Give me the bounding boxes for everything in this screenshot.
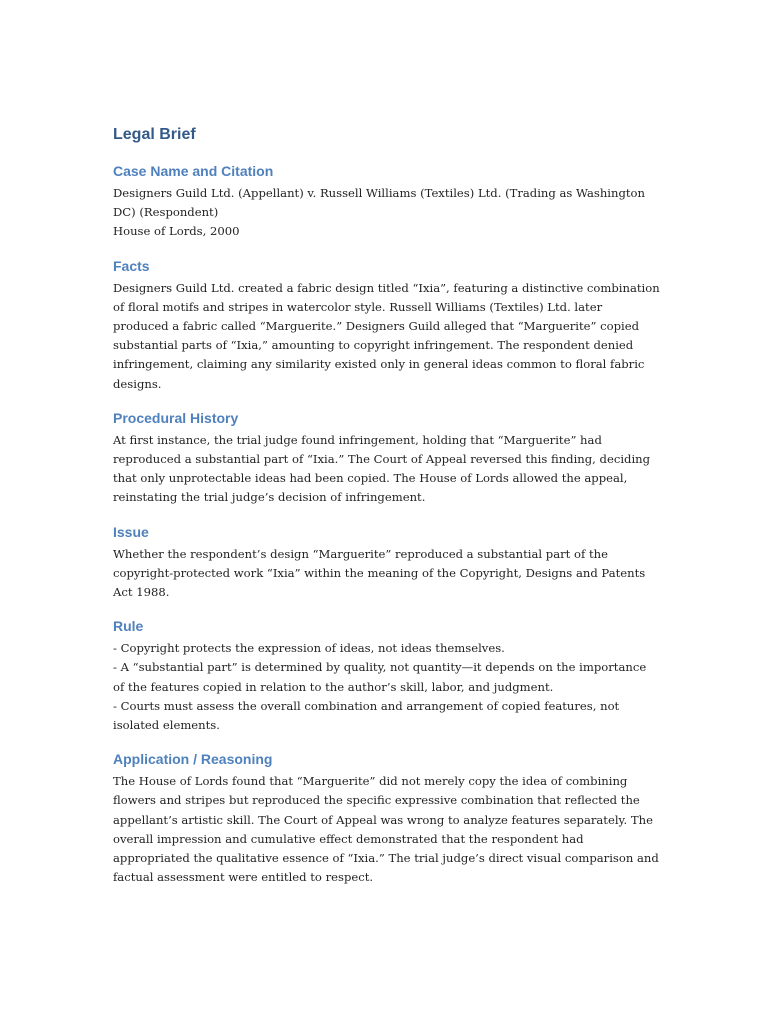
text-line: Act 1988.: [113, 585, 170, 600]
text-line: isolated elements.: [113, 718, 220, 733]
text-line: reproduced a substantial part of “Ixia.” The Court of Appeal reversed this finding, deciding: [113, 452, 651, 467]
text-line: produced a fabric called “Marguerite.” Designers Guild alleged that “Marguerite” copied: [113, 319, 640, 334]
text-line: appropriated the qualitative essence of “Ixia.” The trial judge’s direct visual comparison and: [113, 851, 659, 866]
section-heading: Case Name and Citation: [113, 163, 274, 179]
text-line: flowers and stripes but reproduced the specific expressive combination that reflected the: [113, 793, 640, 808]
text-line: designs.: [113, 376, 162, 391]
text-line: of the features copied in relation to the author’s skill, labor, and judgment.: [113, 679, 554, 694]
document-body: [113, 124, 658, 901]
section-facts: [113, 256, 658, 394]
text-line: reinstating the trial judge’s decision of infringement.: [113, 490, 426, 505]
section-heading: Rule: [113, 618, 144, 635]
section-application-reasoning: [113, 749, 658, 887]
text-line: Whether the respondent’s design “Marguerite” reproduced a substantial part of the: [113, 546, 608, 561]
section-paragraph: [113, 279, 658, 394]
section-case-name: [113, 161, 658, 242]
section-paragraph: [113, 431, 658, 508]
section-paragraph: [113, 772, 658, 887]
section-paragraph: [113, 545, 658, 603]
section-rule: [113, 616, 658, 735]
text-line: Designers Guild Ltd. (Appellant) v. Russell Williams (Textiles) Ltd. (Trading as Washington: [113, 186, 645, 200]
section-issue: [113, 522, 658, 603]
text-line: copyright-protected work “Ixia” within the meaning of the Copyright, Designs and Patents: [113, 565, 646, 580]
section-paragraph: [113, 184, 658, 242]
text-line: that only unprotectable ideas had been copied. The House of Lords allowed the appeal,: [113, 471, 628, 486]
section-heading: Issue: [113, 523, 149, 540]
section-heading: Procedural History: [113, 409, 239, 426]
text-line: At first instance, the trial judge found infringement, holding that “Marguerite” had: [113, 432, 602, 447]
section-heading: Application / Reasoning: [113, 751, 273, 768]
section-heading: Facts: [113, 257, 150, 274]
text-line: The House of Lords found that “Marguerite” did not merely copy the idea of combining: [113, 774, 628, 789]
text-line: infringement, claiming any similarity existed only in general ideas common to floral fabric: [113, 357, 645, 372]
text-line: - Courts must assess the overall combination and arrangement of copied features, not: [113, 698, 620, 713]
section-procedural-history: [113, 408, 658, 508]
text-line: Designers Guild Ltd. created a fabric design titled “Ixia”, featuring a distinctive combination: [113, 280, 660, 295]
text-line: factual assessment were entitled to respect.: [113, 870, 374, 885]
text-line: - A “substantial part” is determined by quality, not quantity—it depends on the importance: [113, 660, 647, 675]
text-line: overall impression and cumulative effect demonstrated that the respondent had: [113, 831, 584, 846]
text-line: DC) (Respondent): [113, 205, 219, 220]
text-line: of floral motifs and stripes in watercolor style. Russell Williams (Textiles) Ltd. later: [113, 299, 603, 314]
text-line: substantial parts of “Ixia,” amounting to copyright infringement. The respondent denied: [113, 338, 634, 353]
document-title: Legal Brief: [113, 126, 196, 143]
text-line: appellant’s artistic skill. The Court of Appeal was wrong to analyze features separately. The: [113, 812, 653, 827]
text-line: - Copyright protects the expression of ideas, not ideas themselves.: [113, 641, 505, 656]
text-line: House of Lords, 2000: [113, 224, 240, 239]
section-paragraph: [113, 639, 658, 735]
